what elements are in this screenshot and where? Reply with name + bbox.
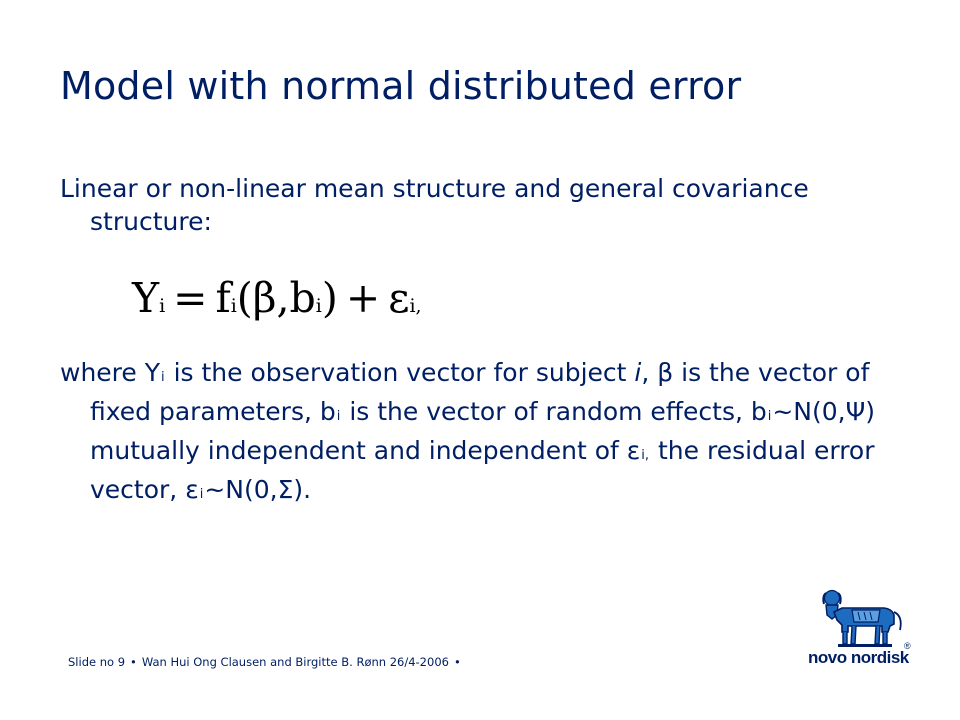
formula-y-sub: i [159, 295, 166, 317]
desc-sub-b2: i [767, 409, 772, 424]
slide-title: Model with normal distributed error [60, 64, 742, 108]
model-formula [132, 268, 422, 328]
registered-mark: ® [904, 641, 911, 651]
desc-part-2: is the observation vector for subject [165, 358, 635, 387]
desc-sub-y: i [161, 370, 165, 385]
footer-bullet: • [130, 655, 137, 669]
desc-sub-eps1: i, [641, 448, 650, 463]
desc-part-4: is the vector of random effects, b [341, 397, 767, 426]
desc-sub-b1: i [336, 409, 341, 424]
formula-plus: + [345, 274, 381, 322]
formula-beta: β [252, 274, 277, 322]
formula-comma: , [276, 274, 290, 322]
formula-close-paren: ) [321, 274, 338, 322]
desc-part-7: ~N(0,Σ). [204, 475, 312, 504]
desc-part-6: the residual error vector, ε [90, 436, 875, 504]
desc-sub-eps2: i [199, 487, 204, 502]
slide-footer [68, 655, 466, 669]
formula-equals: = [173, 274, 208, 322]
logo-wordmark: novo nordisk [808, 648, 909, 667]
formula-f-sub: i [230, 295, 237, 317]
intro-text: Linear or non-linear mean structure and general covariance structure: [60, 174, 809, 236]
desc-part-3: , β is the vector of fixed parameters, b [90, 358, 870, 426]
formula-open-paren: ( [236, 274, 253, 322]
novo-nordisk-logo [808, 588, 920, 676]
formula-f: f [215, 274, 231, 322]
footer-authors: Wan Hui Ong Clausen and Birgitte B. Rønn 26/4-2006 [141, 655, 449, 669]
formula-epsilon: ε [388, 274, 410, 322]
formula-y: Y [132, 274, 160, 322]
formula-b: b [289, 274, 316, 322]
footer-slide-number: Slide no 9 [68, 655, 126, 669]
footer-bullet: • [453, 655, 461, 669]
formula-epsilon-sub: i, [409, 295, 422, 317]
description-text [60, 356, 930, 512]
desc-part-5: ~N(0,Ψ) mutually independent and independent of ε [90, 397, 876, 465]
formula-b-sub: i [315, 295, 322, 317]
desc-italic-i: i [634, 358, 642, 387]
desc-part-1: where Y [60, 358, 160, 387]
